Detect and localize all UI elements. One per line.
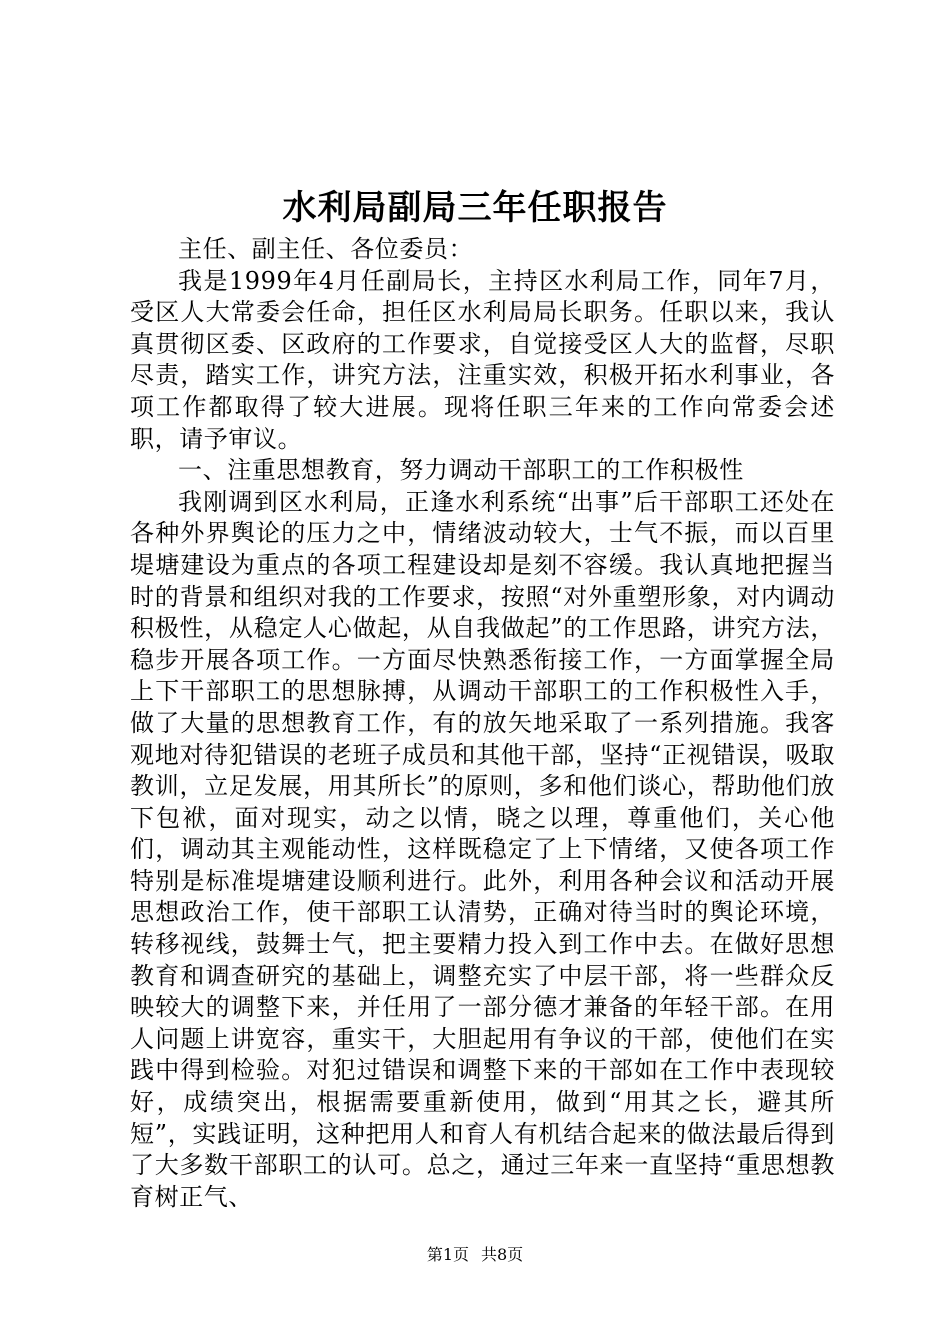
page-number: 第1页: [426, 1245, 469, 1264]
section-paragraph: 我刚调到区水利局，正逢水利系统“出事”后干部职工还处在各种外界舆论的压力之中，情绪波动较大，士气不振，而以百里堤塘建设为重点的各项工程建设却是刻不容缓。我认真地把握当时的背景和组织对我的工作要求，按照“对外重塑形象，对内调动积极性，从稳定人心做起，从自我做起”的工作思路，讲究方法，稳步开展各项工作。一方面尽快熟悉衔接工作，一方面掌握全局上下干部职工的思想脉搏，从调动干部职工的工作积极性入手，做了大量的思想教育工作，有的放矢地采取了一系列措施。我客观地对待犯错误的老班子成员和其他干部，坚持“正视错误，吸取教训，立足发展，用其所长”的原则，多和他们谈心，帮助他们放下包袱，面对现实，动之以情，晓之以理，尊重他们，关心他们，调动其主观能动性，这样既稳定了上下情绪，又使各项工作特别是标准堤塘建设顺利进行。此外，利用各种会议和活动开展思想政治工作，使干部职工认清势，正确对待当时的舆论环境，转移视线，鼓舞士气，把主要精力投入到工作中去。在做好思想教育和调查研究的基础上，调整充实了中层干部，将一些群众反映较大的调整下来，并任用了一部分德才兼备的年轻干部。在用人问题上讲宽容，重实干，大胆起用有争议的干部，使他们在实践中得到检验。对犯过错误和调整下来的干部如在工作中表现较好，成绩突出，根据需要重新使用，做到“用其之长，避其所短”，实践证明，这种把用人和育人有机结合起来的做法最后得到了大多数干部职工的认可。总之，通过三年来一直坚持“重思想教育树正气、: [130, 487, 835, 1211]
intro-paragraph: 我是1999年4月任副局长，主持区水利局工作，同年7月，受区人大常委会任命，担任区水利局局长职务。任职以来，我认真贯彻区委、区政府的工作要求，自觉接受区人大的监督，尽职尽责，踏实工作，讲究方法，注重实效，积极开拓水利事业，各项工作都取得了较大进展。现将任职三年来的工作向常委会述职，请予审议。: [130, 266, 835, 453]
document-body: [130, 234, 835, 1213]
salutation-paragraph: 主任、副主任、各位委员：: [178, 235, 474, 263]
page-footer: [0, 1245, 950, 1265]
page-total: 共8页: [481, 1245, 524, 1264]
section-heading: 一、注重思想教育，努力调动干部职工的工作积极性: [178, 456, 744, 485]
document-title: 水利局副局三年任职报告: [282, 188, 668, 228]
